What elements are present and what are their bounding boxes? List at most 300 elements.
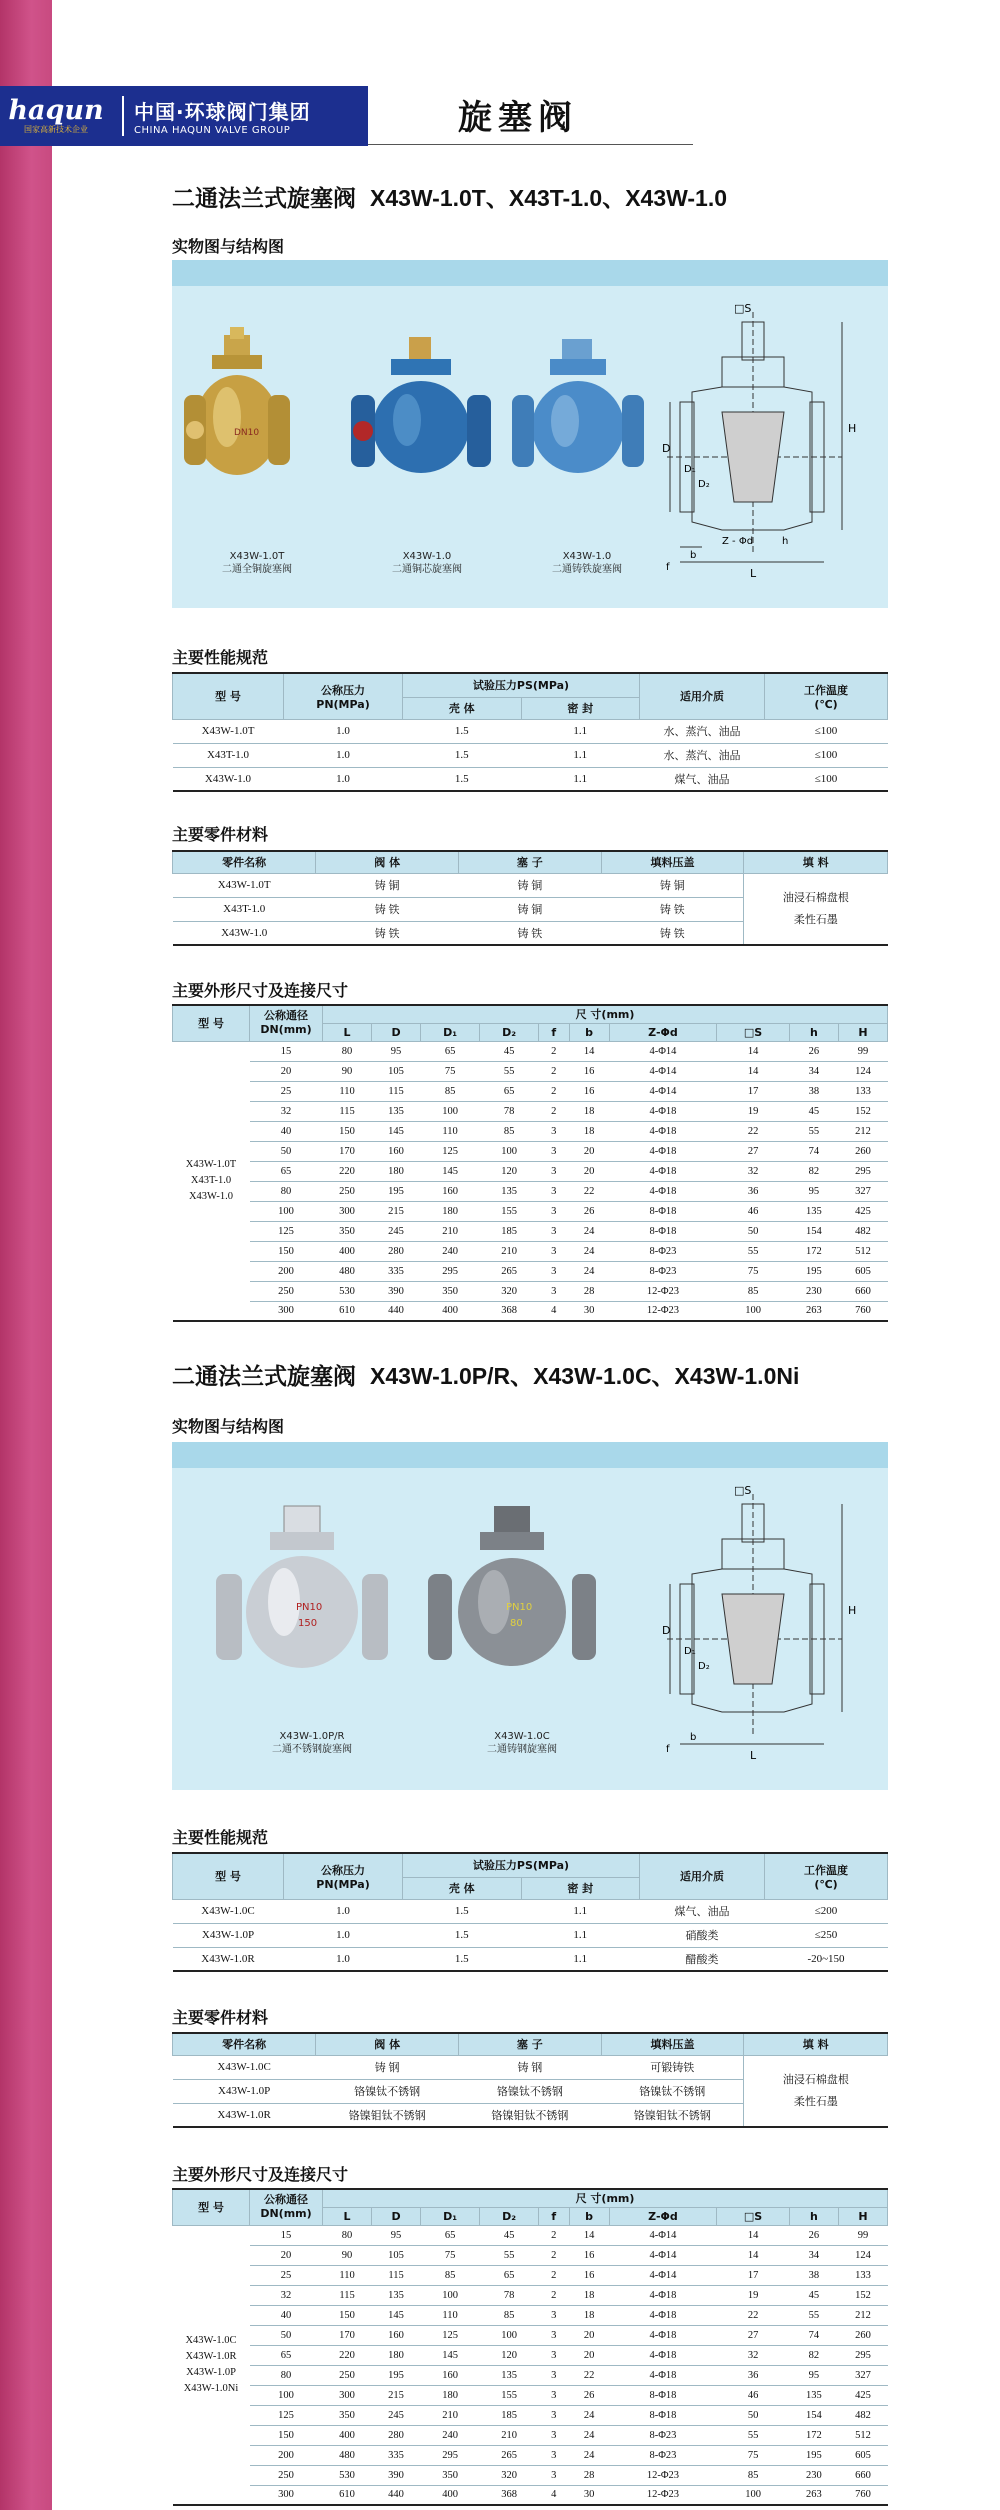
perf-header-temp [765,673,888,719]
dims-cell: 280 [372,2425,421,2445]
dims-cell: 24 [569,1261,609,1281]
dims-model-name: X43W-1.0T [185,1158,237,1170]
dims-cell: 100 [480,2325,539,2345]
dims-cell: 135 [789,2385,838,2405]
dims-header-dn-label: 公称通径 [264,1009,308,1023]
dims-header-dn-unit: DN(mm) [260,1023,312,1037]
dims-cell: 45 [480,2225,539,2245]
dims-cell: 8-Φ18 [609,2405,717,2425]
dims-cell: 4-Φ18 [609,2305,717,2325]
perf-header-pn-label: 公称压力 [321,1863,365,1877]
dims-cell: 65 [250,2345,323,2365]
dims-header-col: □S [717,1023,790,1041]
dims-header-dn-label: 公称通径 [264,2193,308,2207]
dims-cell: 195 [789,1261,838,1281]
dims-cell: 210 [421,1221,480,1241]
perf-header-pn-unit: PN(MPa) [316,1877,370,1891]
photo-band [172,260,888,286]
dims-cell: 4-Φ14 [609,1081,717,1101]
dims-cell: 95 [789,2365,838,2385]
perf-cell: ≤250 [765,1923,888,1947]
dims-cell: 195 [372,1181,421,1201]
table-row [173,1947,888,1971]
dims-cell: 260 [838,2325,887,2345]
dims-cell: 195 [372,2365,421,2385]
dims-cell: 25 [250,2265,323,2285]
dims-cell: 368 [480,1301,539,1321]
dims-cell: 18 [569,1121,609,1141]
dims-cell: 15 [250,2225,323,2245]
drawing-label-d: D [662,442,671,455]
materials-cell: 铸 铁 [601,921,744,945]
perf-header-medium: 适用介质 [640,1853,765,1899]
dims-cell: 50 [250,2325,323,2345]
caption-3-code: X43W-1.0 [562,551,612,562]
materials-cell: X43W-1.0R [173,2103,316,2127]
dims-cell: 110 [323,2265,372,2285]
dims-header-col: D₂ [480,1023,539,1041]
dims-cell: 32 [717,2345,790,2365]
section2-models: X43W-1.0P/R、X43W-1.0C、X43W-1.0Ni [370,1363,800,1389]
perf-cell: 煤气、油品 [640,1899,765,1923]
dims-cell: 38 [789,2265,838,2285]
dims-cell: 55 [789,2305,838,2325]
dims-cell: 100 [250,2385,323,2405]
dims-cell: 26 [569,1201,609,1221]
section1-title [172,180,727,213]
dims-cell: 300 [250,1301,323,1321]
caption-1-code: X43W-1.0T [229,551,285,562]
dims-cell: 45 [480,1041,539,1061]
dims-cell: 3 [539,2465,569,2485]
table-row [173,1041,888,1061]
table-row [173,2225,888,2245]
dims-cell: 265 [480,2445,539,2465]
dims-cell: 512 [838,2425,887,2445]
dims-cell: 40 [250,1121,323,1141]
caption-1 [192,550,322,576]
dims-cell: 85 [421,2265,480,2285]
dims-cell: 22 [717,1121,790,1141]
perf-cell: 1.1 [521,1923,640,1947]
dims-cell: 3 [539,1261,569,1281]
page-title: 旋塞阀 [458,98,578,138]
dims-cell: 27 [717,1141,790,1161]
dims-cell: 20 [569,1141,609,1161]
perf-cell: 1.1 [521,1899,640,1923]
dims-cell: 50 [250,1141,323,1161]
dims-header-dn [250,1005,323,1041]
dims-cell: 135 [789,1201,838,1221]
perf-cell: X43W-1.0C [173,1899,284,1923]
perf-cell: 1.0 [284,1923,403,1947]
section2-dims-table [172,2188,888,2506]
dims-cell: 14 [569,2225,609,2245]
caption2-1-name: 二通不锈钢旋塞阀 [272,1744,352,1755]
dims-cell: 150 [250,1241,323,1261]
table-row [173,1141,888,1161]
dims-cell: 368 [480,2485,539,2505]
dims-cell: 74 [789,2325,838,2345]
dims-cell: 154 [789,1221,838,1241]
dims-cell: 32 [717,1161,790,1181]
dims-cell: 250 [250,2465,323,2485]
dims-cell: 160 [421,2365,480,2385]
dims-header-size: 尺 寸(mm) [323,2189,888,2207]
dims-cell: 760 [838,1301,887,1321]
dims-cell: 26 [569,2385,609,2405]
dims-cell: 100 [717,1301,790,1321]
dims-cell: 4-Φ18 [609,2345,717,2365]
section2-perf-table [172,1852,888,1972]
dims-cell: 75 [717,1261,790,1281]
perf-cell: 1.0 [284,1899,403,1923]
brass-valve-image [182,325,332,500]
dims-cell: 3 [539,1121,569,1141]
perf-header-pn [284,673,403,719]
dims-header-col: D₂ [480,2207,539,2225]
dims-cell: 4-Φ14 [609,1061,717,1081]
dims-cell: 85 [421,1081,480,1101]
perf-cell: X43T-1.0 [173,743,284,767]
perf-cell: X43W-1.0T [173,719,284,743]
table-row [173,2405,888,2425]
perf-header-test: 试验压力PS(MPa) [403,1853,640,1877]
perf-cell: 1.5 [403,1923,522,1947]
dims-cell: 265 [480,1261,539,1281]
dims-cell: 512 [838,1241,887,1261]
perf-header-shell: 壳 体 [403,1877,522,1899]
table-row [173,2265,888,2285]
dims-cell: 8-Φ18 [609,2385,717,2405]
dims-cell: 40 [250,2305,323,2325]
dims-cell: 80 [323,2225,372,2245]
materials-packing-cell [744,873,888,945]
drawing2-label-s: □S [734,1484,752,1497]
dims-cell: 195 [789,2445,838,2465]
materials-cell: 铬镍钼钛不锈钢 [316,2103,459,2127]
dims-cell: 16 [569,2265,609,2285]
table-row [173,1281,888,1301]
drawing2-label-d: D [662,1624,671,1637]
dims-cell: 19 [717,1101,790,1121]
caption-3 [522,550,652,576]
dims-cell: 155 [480,2385,539,2405]
cast-steel-valve-image [422,1502,602,1687]
materials-header: 填料压盖 [601,851,744,873]
dims-cell: 280 [372,1241,421,1261]
dims-header-col: h [789,2207,838,2225]
company-logo [0,86,368,146]
packing-line-2: 柔性石墨 [793,913,838,926]
dims-cell: 215 [372,2385,421,2405]
dims-cell: 8-Φ18 [609,1201,717,1221]
dims-cell: 610 [323,1301,372,1321]
materials-cell: 铸 铁 [316,897,459,921]
dims-cell: 12-Φ23 [609,2485,717,2505]
dims-cell: 530 [323,2465,372,2485]
dims-cell: 215 [372,1201,421,1221]
dims-cell: 3 [539,1281,569,1301]
perf-header-model: 型 号 [173,673,284,719]
dims-cell: 75 [717,2445,790,2465]
dims-cell: 55 [717,2425,790,2445]
dims-cell: 4-Φ18 [609,2325,717,2345]
dims-cell: 14 [569,1041,609,1061]
dims-cell: 115 [372,1081,421,1101]
materials-cell: 铸 铜 [459,897,602,921]
dims-cell: 185 [480,1221,539,1241]
dims-cell: 8-Φ23 [609,1261,717,1281]
dims-cell: 74 [789,1141,838,1161]
dims-cell: 85 [480,1121,539,1141]
dims-header-col: f [539,1023,569,1041]
section2-structure-drawing [662,1484,882,1784]
section2-perf-heading: 主要性能规范 [172,1828,269,1847]
dims-cell: 20 [569,1161,609,1181]
section2-materials-heading: 主要零件材料 [172,2008,269,2027]
dims-cell: 335 [372,1261,421,1281]
dims-cell: 20 [250,2245,323,2265]
dims-cell: 250 [323,2365,372,2385]
materials-header: 填 料 [744,2033,888,2055]
materials-cell: 铸 铁 [601,897,744,921]
drawing-label-h-small: h [782,536,789,547]
section1-perf-table [172,672,888,792]
dims-cell: 75 [421,2245,480,2265]
perf-cell: 1.1 [521,767,640,791]
drawing-label-b: b [690,550,697,561]
perf-cell: 1.0 [284,1947,403,1971]
dims-cell: 34 [789,1061,838,1081]
dims-cell: 390 [372,1281,421,1301]
materials-cell: X43W-1.0 [173,921,316,945]
dims-cell: 295 [838,2345,887,2365]
dims-cell: 85 [480,2305,539,2325]
dims-cell: 16 [569,1061,609,1081]
dims-cell: 82 [789,2345,838,2365]
dims-cell: 180 [421,1201,480,1221]
dims-model-cell [173,2225,250,2505]
dims-cell: 2 [539,1101,569,1121]
drawing-label-zd: Z - Φd [722,536,754,547]
materials-cell: 铬镍钼钛不锈钢 [601,2103,744,2127]
drawing-label-d1: D₁ [684,464,696,475]
dims-cell: 200 [250,1261,323,1281]
dims-cell: 95 [372,2225,421,2245]
logo-brand: haqun [8,95,104,126]
table-row [173,2445,888,2465]
dims-cell: 425 [838,2385,887,2405]
dims-cell: 100 [717,2485,790,2505]
dims-cell: 50 [717,2405,790,2425]
table-row [173,2285,888,2305]
dims-cell: 160 [372,1141,421,1161]
materials-cell: 铬镍钼钛不锈钢 [459,2103,602,2127]
photo-band-2 [172,1442,888,1468]
dims-cell: 300 [323,2385,372,2405]
table-row [173,1923,888,1947]
dims-cell: 30 [569,1301,609,1321]
table-row [173,1161,888,1181]
dims-cell: 3 [539,2445,569,2465]
materials-cell: 铸 铜 [601,873,744,897]
dims-model-name: X43T-1.0 [190,1174,232,1186]
dims-cell: 65 [421,1041,480,1061]
perf-cell: 1.5 [403,719,522,743]
perf-cell: 1.5 [403,1947,522,1971]
dims-cell: 24 [569,2445,609,2465]
dims-header-col: H [838,1023,887,1041]
perf-header-shell: 壳 体 [403,697,522,719]
dims-cell: 22 [717,2305,790,2325]
materials-header: 阀 体 [316,851,459,873]
dims-cell: 12-Φ23 [609,1301,717,1321]
drawing2-label-h-big: H [848,1604,857,1617]
dims-cell: 482 [838,1221,887,1241]
dims-cell: 4-Φ18 [609,1161,717,1181]
dims-cell: 605 [838,1261,887,1281]
perf-header-medium: 适用介质 [640,673,765,719]
section1-materials-heading: 主要零件材料 [172,825,269,844]
materials-cell: 铸 铜 [459,873,602,897]
materials-header: 零件名称 [173,2033,316,2055]
dims-cell: 200 [250,2445,323,2465]
dims-cell: 170 [323,2325,372,2345]
caption2-2-name: 二通铸钢旋塞阀 [487,1744,557,1755]
section2-title [172,1358,799,1391]
dims-cell: 210 [421,2405,480,2425]
perf-cell: 1.0 [284,767,403,791]
perf-cell: 煤气、油品 [640,767,765,791]
dims-cell: 12-Φ23 [609,1281,717,1301]
dims-cell: 3 [539,2325,569,2345]
dims-cell: 4-Φ14 [609,2225,717,2245]
section1-materials-table [172,850,888,946]
dims-cell: 120 [480,1161,539,1181]
dims-cell: 50 [717,1221,790,1241]
dims-cell: 4-Φ18 [609,1181,717,1201]
dims-cell: 8-Φ23 [609,2445,717,2465]
dims-cell: 16 [569,2245,609,2265]
company-name-zh: 中国·环球阀门集团 [134,100,311,124]
dims-cell: 245 [372,1221,421,1241]
dims-cell: 120 [480,2345,539,2365]
table-row [173,719,888,743]
perf-header-seal: 密 封 [521,697,640,719]
dims-cell: 210 [480,2425,539,2445]
materials-cell: 铸 铜 [316,873,459,897]
dims-cell: 300 [323,1201,372,1221]
dims-cell: 125 [421,1141,480,1161]
perf-cell: -20~150 [765,1947,888,1971]
dims-cell: 2 [539,1041,569,1061]
dims-cell: 80 [250,1181,323,1201]
dims-cell: 145 [421,1161,480,1181]
dims-cell: 8-Φ23 [609,1241,717,1261]
perf-header-pn [284,1853,403,1899]
dims-cell: 3 [539,2425,569,2445]
dims-cell: 32 [250,2285,323,2305]
svg-text:PN10: PN10 [296,1602,323,1613]
dims-cell: 3 [539,2365,569,2385]
packing-line-2: 柔性石墨 [793,2095,838,2108]
materials-header: 塞 子 [459,851,602,873]
dims-cell: 530 [323,1281,372,1301]
caption-2-code: X43W-1.0 [402,551,452,562]
section1-structure-drawing [662,302,882,602]
table-row [173,2365,888,2385]
perf-cell: 1.5 [403,767,522,791]
dims-cell: 145 [372,1121,421,1141]
dims-cell: 425 [838,1201,887,1221]
dims-cell: 115 [372,2265,421,2285]
dims-cell: 110 [323,1081,372,1101]
perf-cell: 1.1 [521,743,640,767]
dims-cell: 125 [421,2325,480,2345]
dims-cell: 2 [539,2245,569,2265]
dims-cell: 154 [789,2405,838,2425]
packing-line-1: 油浸石棉盘根 [782,891,849,904]
perf-cell: 1.5 [403,1899,522,1923]
table-row [173,2325,888,2345]
dims-cell: 400 [323,2425,372,2445]
dims-cell: 135 [372,1101,421,1121]
dims-cell: 152 [838,2285,887,2305]
dims-cell: 4-Φ18 [609,2285,717,2305]
materials-header: 阀 体 [316,2033,459,2055]
dims-cell: 155 [480,1201,539,1221]
section1-perf-heading: 主要性能规范 [172,648,269,667]
dims-cell: 18 [569,2305,609,2325]
drawing-label-h-big: H [848,422,857,435]
dims-cell: 2 [539,2225,569,2245]
table-row [173,2245,888,2265]
dims-cell: 440 [372,2485,421,2505]
dims-cell: 240 [421,1241,480,1261]
dims-cell: 180 [421,2385,480,2405]
table-row [173,2305,888,2325]
dims-cell: 220 [323,2345,372,2365]
dims-header-col: b [569,2207,609,2225]
dims-cell: 320 [480,1281,539,1301]
svg-text:DN10: DN10 [234,428,260,438]
section1-photo-heading: 实物图与结构图 [172,237,285,256]
perf-cell: X43W-1.0 [173,767,284,791]
perf-cell: ≤100 [765,719,888,743]
dims-cell: 400 [323,1241,372,1261]
dims-model-cell [173,1041,250,1321]
dims-cell: 100 [421,1101,480,1121]
dims-cell: 350 [323,2405,372,2425]
dims-cell: 30 [569,2485,609,2505]
caption2-2-code: X43W-1.0C [494,1731,550,1742]
caption-2 [362,550,492,576]
table-row [173,1899,888,1923]
dims-cell: 245 [372,2405,421,2425]
perf-header-temp-label: 工作温度 [804,1863,848,1877]
perf-cell: 1.0 [284,719,403,743]
dims-cell: 115 [323,2285,372,2305]
dims-cell: 160 [372,2325,421,2345]
dims-header-col: h [789,1023,838,1041]
dims-cell: 95 [789,1181,838,1201]
dims-model-name: X43W-1.0Ni [183,2382,239,2394]
perf-cell: ≤100 [765,767,888,791]
dims-cell: 610 [323,2485,372,2505]
dims-header-col: D [372,1023,421,1041]
table-row [173,1201,888,1221]
